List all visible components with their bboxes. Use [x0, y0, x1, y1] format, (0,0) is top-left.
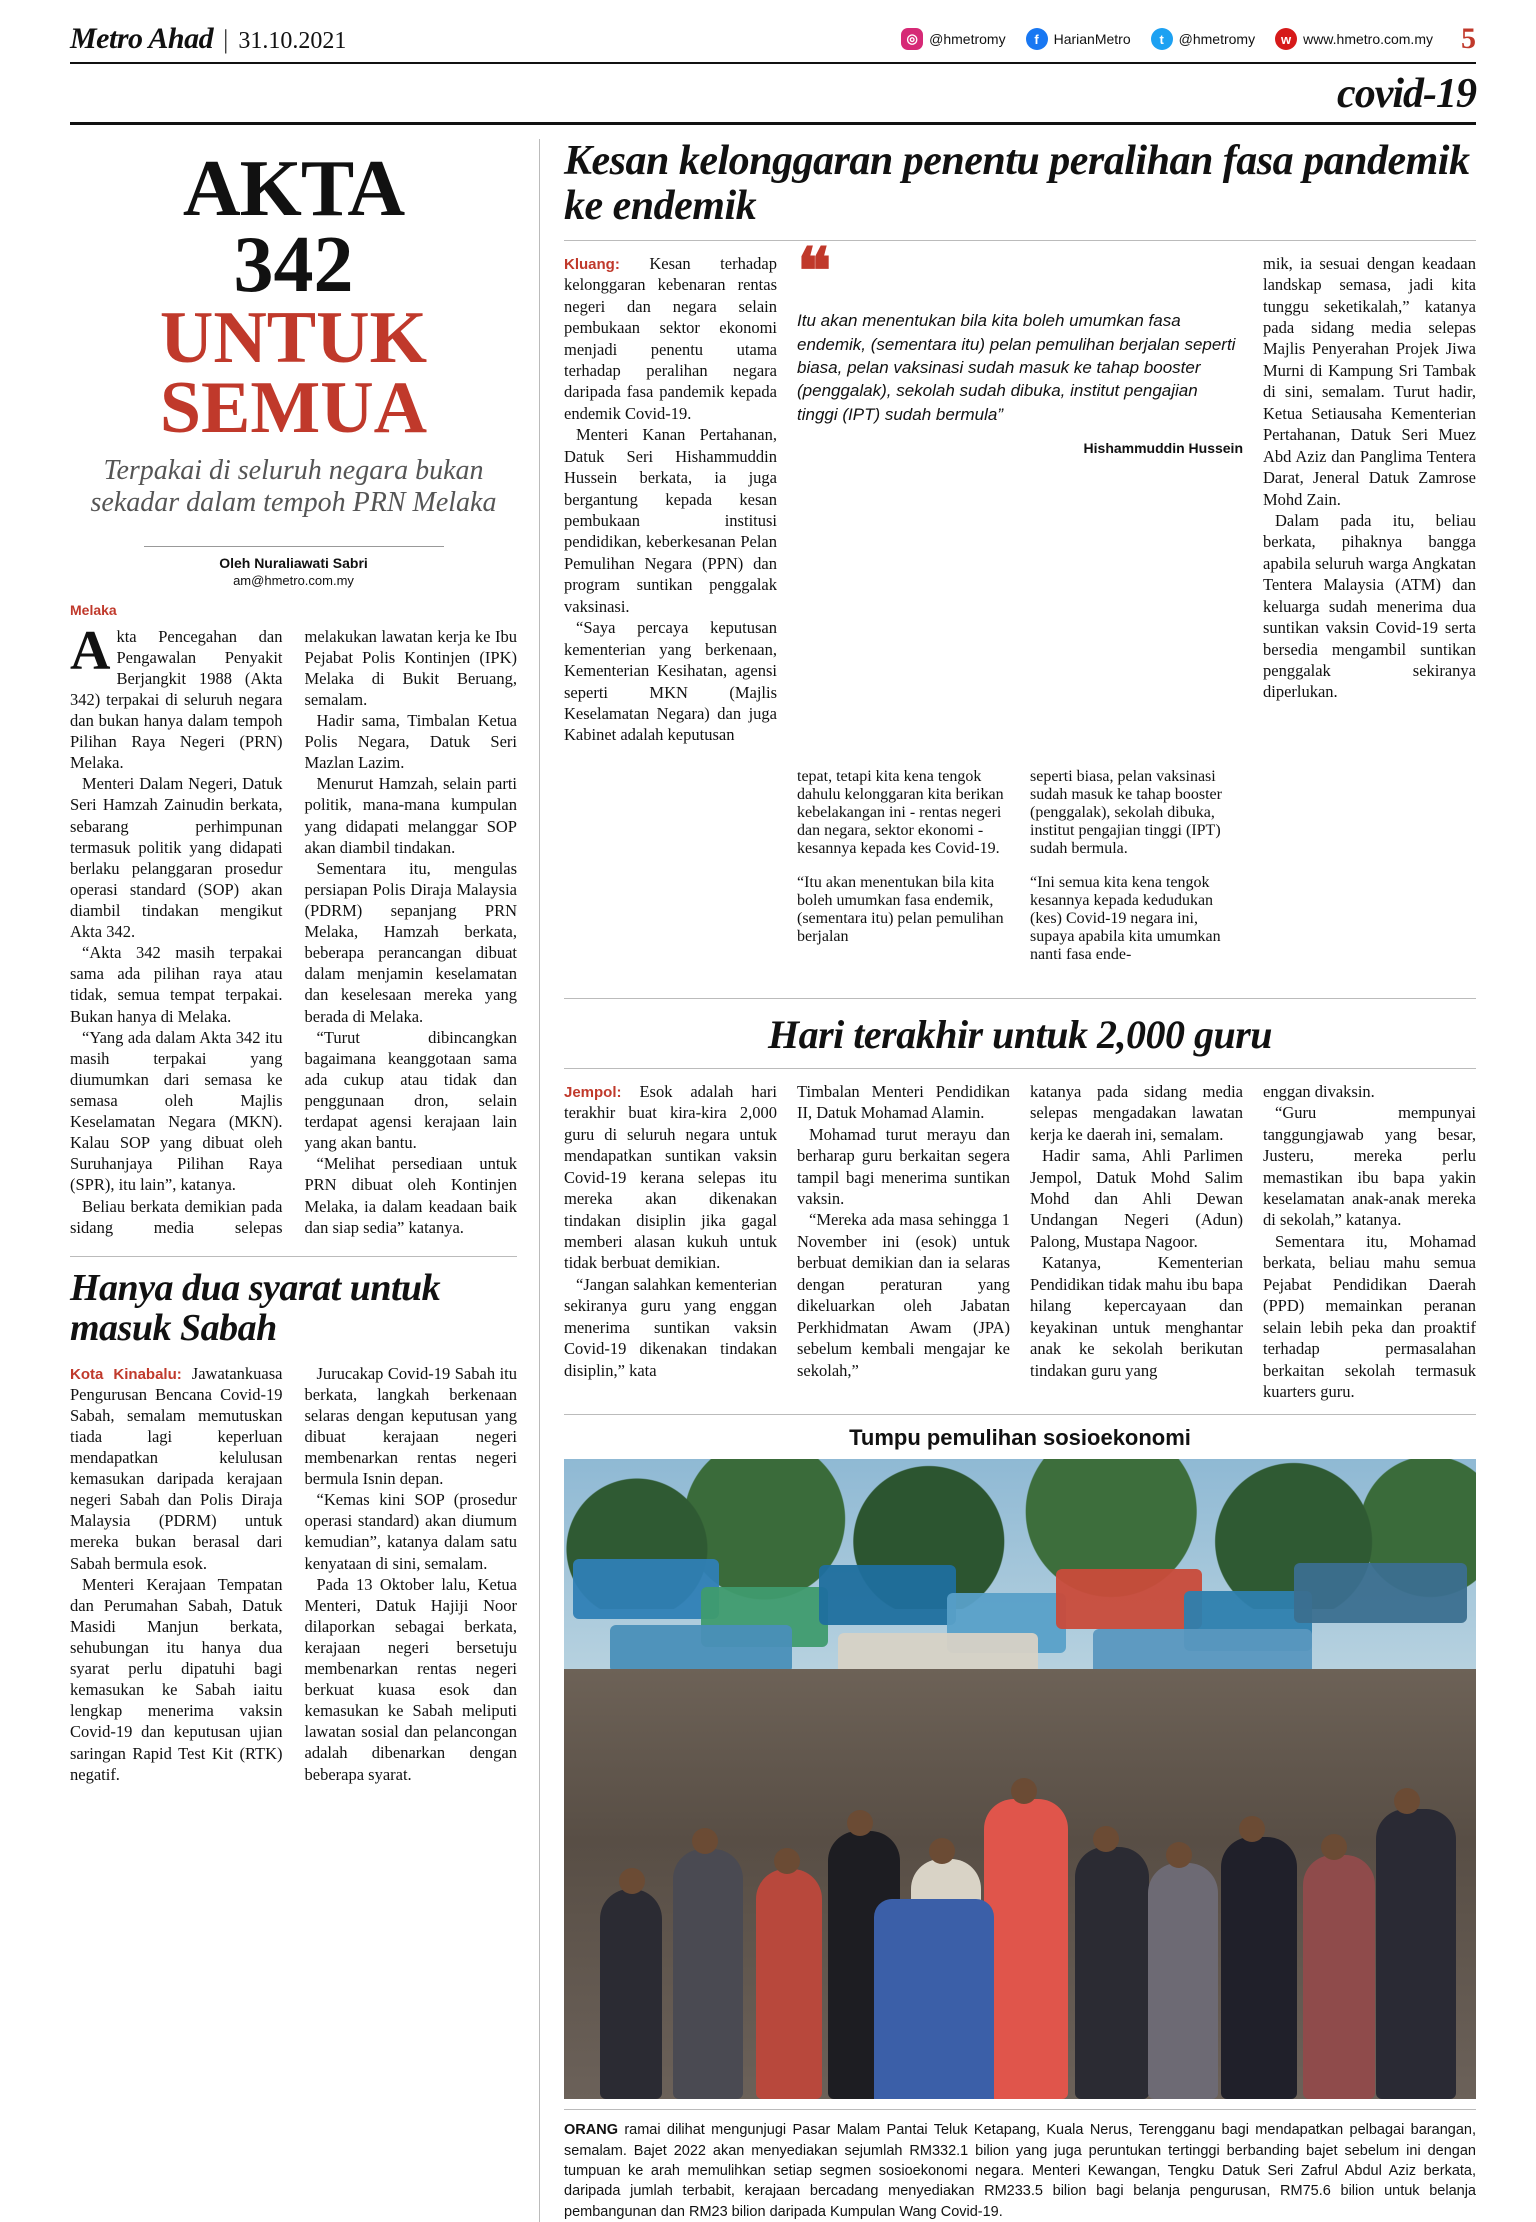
paragraph: “Mereka ada masa sehingga 1 November ini (esok) untuk berbuat demikian dan ia selaras dengan peraturan yang dikeluarkan oleh Jabatan Perkhidmatan Awam (JPA) sebelum kembali mengajar ke sekolah,” — [797, 1210, 1010, 1380]
masthead-social — [891, 22, 1476, 56]
paragraph: seperti biasa, pelan vaksinasi sudah masuk ke tahap booster (penggalak), sekolah dibuka, institut pengajian tinggi (IPT) sudah bermula. — [1030, 767, 1222, 857]
social-twitter[interactable] — [1141, 28, 1265, 50]
paragraph: Menteri Kanan Pertahanan, Datuk Seri Hishammuddin Hussein berkata, ia juga bergantung kepada kesan pembukaan institusi pendidikan, keberkesanan Pelan Pemulihan Negara (PPN) dan program suntikan penggalak vaksinasi. — [564, 425, 777, 616]
paragraph-text: Jawatankuasa Pengurusan Bencana Covid-19 Sabah, semalam memutuskan tiada lagi keperluan mendapatkan kelulusan kemasukan daripada kerajaan negeri Sabah dan Polis Diraja Malaysia (PDRM) untuk mereka bukan berasal dari Sabah bermula esok. — [70, 1363, 283, 1573]
page-number: 5 — [1461, 22, 1476, 55]
paragraph: mik, ia sesuai dengan keadaan landskap semasa, jadi kita tunggu seketikalah,” katanya pada sidang media selepas Majlis Penyerahan Projek Jiwa Murni di Kampung Sri Tambak di sini, semalam. Turut hadir, Ketua Setiausaha Kementerian Pertahanan, Datuk Seri Muez Abd Aziz dan Panglima Tentera Darat, Jeneral Datuk Zamrose Mohd Zain. — [1263, 253, 1476, 509]
paragraph — [70, 1363, 283, 1574]
headline-line-3: UNTUK — [159, 296, 428, 379]
sabah-body — [70, 1363, 517, 1785]
sabah-headline: Hanya dua syarat untuk masuk Sabah — [70, 1266, 441, 1349]
paragraph: “Ini semua kita kena tengok kesannya kepada kedudukan (kes) Covid-19 negara ini, supaya apabila kita umumkan nanti fasa ende- — [1030, 873, 1221, 963]
paragraph: “Kemas kini SOP (prosedur operasi standard) akan diumum kemudian”, katanya dalam satu kenyataan di sini, semalam. — [304, 1490, 517, 1573]
guru-divider — [564, 998, 1476, 999]
headline-line-2: 342 — [233, 220, 354, 309]
lead-body — [70, 619, 517, 1238]
paragraph: Sementara itu, mengulas persiapan Polis Diraja Malaysia (PDRM) sepanjang PRN Melaka, Hamzah berkata, beberapa perancangan dibuat dalam menjamin keselamatan dan keselesaan mereka yang berada di Melaka. — [304, 858, 517, 1026]
pullquote-text: Itu akan menentukan bila kita boleh umumkan fasa endemik, (sementara itu) pelan pemulihan berjalan seperti biasa, pelan vaksinasi sudah masuk ke tahap booster (penggalak), sekolah sudah dibuka, institut pengajian tinggi (IPT) sudah bermula” — [797, 311, 1236, 424]
byline-author: Oleh Nuraliawati Sabri — [219, 554, 368, 571]
guru-rule — [564, 1068, 1476, 1069]
facebook-handle: HarianMetro — [1053, 31, 1131, 47]
guru-col-3 — [1030, 1081, 1243, 1403]
pullquote — [797, 235, 1243, 746]
guru-col-2 — [797, 1081, 1010, 1403]
paragraph: “Turut dibincangkan bagaimana keanggotaan sama ada cukup atau tidak dan penggunaan dron, selain terdapat agensi kerajaan lain yang akan bantu. — [304, 1027, 517, 1153]
masthead-left — [70, 22, 346, 56]
caption-lead: ORANG — [564, 2122, 618, 2139]
pullquote-attribution: Hishammuddin Hussein — [1083, 440, 1243, 457]
paragraph: Mohamad turut merayu dan berharap guru berkaitan segera tampil bagi menerima suntikan vaksin. — [797, 1124, 1010, 1209]
story-divider — [70, 1256, 517, 1257]
kesan-col-1 — [564, 253, 777, 746]
kesan-col-4 — [1263, 253, 1476, 746]
quote-mark-icon: ❝ — [797, 235, 832, 307]
paragraph: katanya pada sidang media selepas mengadakan lawatan kerja ke daerah ini, semalam. — [1030, 1081, 1243, 1144]
paragraph: “Melihat persediaan untuk PRN dibuat oleh Kontinjen Melaka, ia dalam keadaan baik dan siap sedia” katanya. — [304, 1154, 517, 1237]
lead-headline — [70, 145, 517, 449]
paragraph: “Itu akan menentukan bila kita boleh umumkan fasa endemik, (sementara itu) pelan pemulihan berjalan — [797, 873, 1004, 945]
paragraph: enggan divaksin. — [1263, 1081, 1375, 1101]
masthead — [70, 22, 1476, 56]
website-url: www.hmetro.com.my — [1303, 31, 1433, 47]
publication-title: Metro Ahad — [70, 22, 214, 55]
kesan-divider — [564, 240, 1476, 241]
paragraph: Akta Pencegahan dan Pengawalan Penyakit Berjangkit 1988 (Akta 342) terpakai di seluruh negara dan bukan hanya dalam tempoh Pilihan Raya Negeri (PRN) Melaka. — [70, 619, 283, 773]
paragraph: Timbalan Menteri Pendidikan II, Datuk Mohamad Alamin. — [797, 1081, 1010, 1123]
publication-date: 31.10.2021 — [238, 28, 347, 54]
paragraph: “Akta 342 masih terpakai sama ada pilihan raya atau tidak, semua tempat terpakai. Bukan hanya di Melaka. — [70, 943, 283, 1026]
right-column — [540, 139, 1476, 2222]
caption-text: ramai dilihat mengunjugi Pasar Malam Pantai Teluk Ketapang, Kuala Nerus, Terengganu bagi mendapatkan pelbagai barangan, semalam. Bajet 2022 akan menyediakan sejumlah RM332.1 bilion yang juga peruntukan tertinggi berbanding bajet sebelum ini dengan tumpuan ke arah memulihkan setiap segmen sosioekonomi negara. Menteri Kewangan, Tengku Datuk Seri Zafrul Abdul Aziz berkata, daripada jumlah terbabit, kerajaan bercadang menyediakan RM233.5 bilion bagi belanja pengurusan, RM75.6 bilion untuk belanja pembangunan dan RM23 bilion daripada Kumpulan Wang Covid-19. — [564, 2122, 1476, 2220]
paragraph: Katanya, Kementerian Pendidikan tidak mahu ibu bapa hilang kepercayaan dan keyakinan untuk menghantar anak ke sekolah berikutan tindakan guru yang — [1030, 1253, 1243, 1380]
byline-email: am@hmetro.com.my — [233, 572, 354, 588]
kesan-headline: Kesan kelonggaran penentu peralihan fasa pandemik ke endemik — [564, 138, 1470, 230]
paragraph: Menurut Hamzah, selain parti politik, mana-mana kumpulan yang didapati melanggar SOP akan diambil tindakan. — [304, 774, 517, 857]
website-icon: w — [1275, 28, 1297, 50]
paragraph: Dalam pada itu, beliau berkata, pihaknya bangga apabila seluruh warga Angkatan Tentera Malaysia (ATM) dan keluarga sudah menerima dua suntikan vaksin Covid-19 serta bersedia mengambil suntikan penggalak sekiranya diperlukan. — [1263, 510, 1476, 702]
paragraph — [564, 253, 777, 425]
paragraph: Menteri Kerajaan Tempatan dan Perumahan Sabah, Datuk Masidi Manjun berkata, sehubungan itu hanya dua syarat perlu dipatuhi bagi kemasukan ke Sabah iaitu lengkap menerima vaksin Covid-19 dan keputusan ujian saringan Rapid Test Kit (RTK) negatif. — [70, 1574, 283, 1784]
guru-col-1 — [564, 1081, 777, 1403]
guru-headline: Hari terakhir untuk 2,000 guru — [767, 1011, 1273, 1057]
social-instagram[interactable] — [891, 28, 1015, 50]
paragraph: “Guru mempunyai tanggungjawab yang besar, Justeru, mereka perlu memastikan ibu bapa yakin keselamatan anak-anak mereka di sekolah,” katanya. — [1263, 1103, 1476, 1230]
masthead-divider — [70, 62, 1476, 64]
left-column — [70, 139, 540, 2222]
kesan-col-3 — [1030, 752, 1243, 980]
paragraph: tepat, tetapi kita kena tengok dahulu kelonggaran kita berikan kebelakangan ini - rentas negeri dan negara, sektor ekonomi - kesannya kepada kes Covid-19. — [797, 767, 1004, 857]
paragraph: “Yang ada dalam Akta 342 itu masih terpakai yang diumumkan dari semasa ke semasa oleh Majlis Keselamatan Negara (MKN). Kalau SOP yang dibuat oleh Suruhanjaya Pilihan Raya (SPR), itu lain”, katanya. — [70, 1027, 283, 1195]
kesan-spacer-2 — [1263, 752, 1476, 980]
photo-crowd — [564, 1669, 1476, 2099]
facebook-icon: f — [1026, 28, 1048, 50]
lead-subhead: Terpakai di seluruh negara bukan sekadar dalam tempoh PRN Melaka — [90, 455, 497, 519]
page-content — [70, 139, 1476, 2222]
headline-line-1: AKTA — [182, 145, 405, 233]
paragraph: Menteri Dalam Negeri, Datuk Seri Hamzah Zainudin berkata, sebarang perhimpunan termasuk politik yang didapati berlaku pelanggaran prosedur operasi standard (SOP) akan diambil tindakan mengikut Akta 342. — [70, 774, 283, 942]
paragraph: Jurucakap Covid-19 Sabah itu berkata, langkah berkenaan selaras dengan keputusan yang dibuat kerajaan negeri membenarkan rentas negeri bermula Isnin depan. — [304, 1363, 517, 1489]
kesan-spacer — [564, 752, 777, 980]
guru-body — [564, 1081, 1476, 1403]
social-facebook[interactable] — [1016, 28, 1141, 50]
photo-overline: Tumpu pemulihan sosioekonomi — [849, 1425, 1191, 1451]
news-photo — [564, 1459, 1476, 2099]
byline — [144, 546, 444, 588]
paragraph: Hadir sama, Timbalan Ketua Polis Negara, Datuk Seri Mazlan Lazim. — [304, 711, 517, 773]
headline-line-4: SEMUA — [159, 366, 428, 449]
social-website[interactable] — [1265, 28, 1443, 50]
masthead-separator: | — [223, 25, 229, 54]
paragraph: Pada 13 Oktober lalu, Ketua Menteri, Datuk Hajiji Noor dilaporkan sebagai berkata, kerajaan negeri bersetuju membenarkan rentas negeri berkuat kuasa esok dan kemasukan ke Sabah meliputi lawatan sosial dan pelancongan adalah dibenarkan dengan beberapa syarat. — [304, 1574, 517, 1784]
photo-caption — [564, 2109, 1476, 2221]
photo-story — [564, 1414, 1476, 2221]
twitter-icon: t — [1151, 28, 1173, 50]
section-divider — [70, 122, 1476, 125]
kesan-top-grid — [564, 235, 1476, 746]
paragraph — [564, 1081, 777, 1274]
paragraph: Beliau berkata demikian pada sidang media selepas melakukan lawatan kerja ke Ibu Pejabat Polis Kontinjen (IPK) Melaka di Bukit Beruang, semalam. — [70, 626, 517, 1237]
twitter-handle: @hmetromy — [1178, 31, 1256, 47]
paragraph: “Jangan salahkan kementerian sekiranya guru yang enggan menerima suntikan vaksin Covid-19 dikenakan tindakan disiplin,” kata — [564, 1274, 777, 1380]
paragraph: Hadir sama, Ahli Parlimen Jempol, Datuk Mohd Salim Mohd dan Ahli Dewan Undangan Negeri (Adun) Palong, Mustapa Nagoor. — [1030, 1146, 1243, 1251]
paragraph-text: Esok adalah hari terakhir buat kira-kira 2,000 guru di seluruh negara untuk mendapatkan suntikan vaksin Covid-19 kerana selepas itu mereka akan dikenakan tindakan disiplin jika gagal memberi alasan kukuh untuk tidak berbuat demikian. — [564, 1081, 777, 1273]
paragraph: Sementara itu, Mohamad berkata, beliau mahu semua Pejabat Pendidikan Daerah (PPD) memainkan peranan selain lebih peka dan proaktif terhadap permasalahan berkaitan sekolah termasuk kuarters guru. — [1263, 1231, 1476, 1401]
kesan-bottom-grid — [564, 752, 1476, 980]
section-title: covid-19 — [1337, 71, 1476, 117]
paragraph: “Saya percaya keputusan kementerian yang berkenaan, Kementerian Kesihatan, agensi seperti MKN (Majlis Keselamatan Negara) dan juga Kabinet adalah keputusan — [564, 618, 777, 745]
lead-dateline: Melaka — [70, 601, 117, 618]
kesan-col-2 — [797, 752, 1010, 980]
instagram-icon: ◎ — [901, 28, 923, 50]
kesan-dateline: Kluang: — [564, 255, 620, 273]
sabah-dateline: Kota Kinabalu: — [70, 1365, 182, 1383]
instagram-handle: @hmetromy — [929, 31, 1006, 47]
guru-dateline: Jempol: — [564, 1083, 622, 1101]
guru-col-4 — [1263, 1081, 1476, 1403]
paragraph-text: Kesan terhadap kelonggaran kebenaran rentas negeri dan negara selain pembukaan sektor ekonomi menjadi penentu utama terhadap peralihan negara daripada fasa pandemik kepada endemik Covid-19. — [564, 253, 777, 423]
